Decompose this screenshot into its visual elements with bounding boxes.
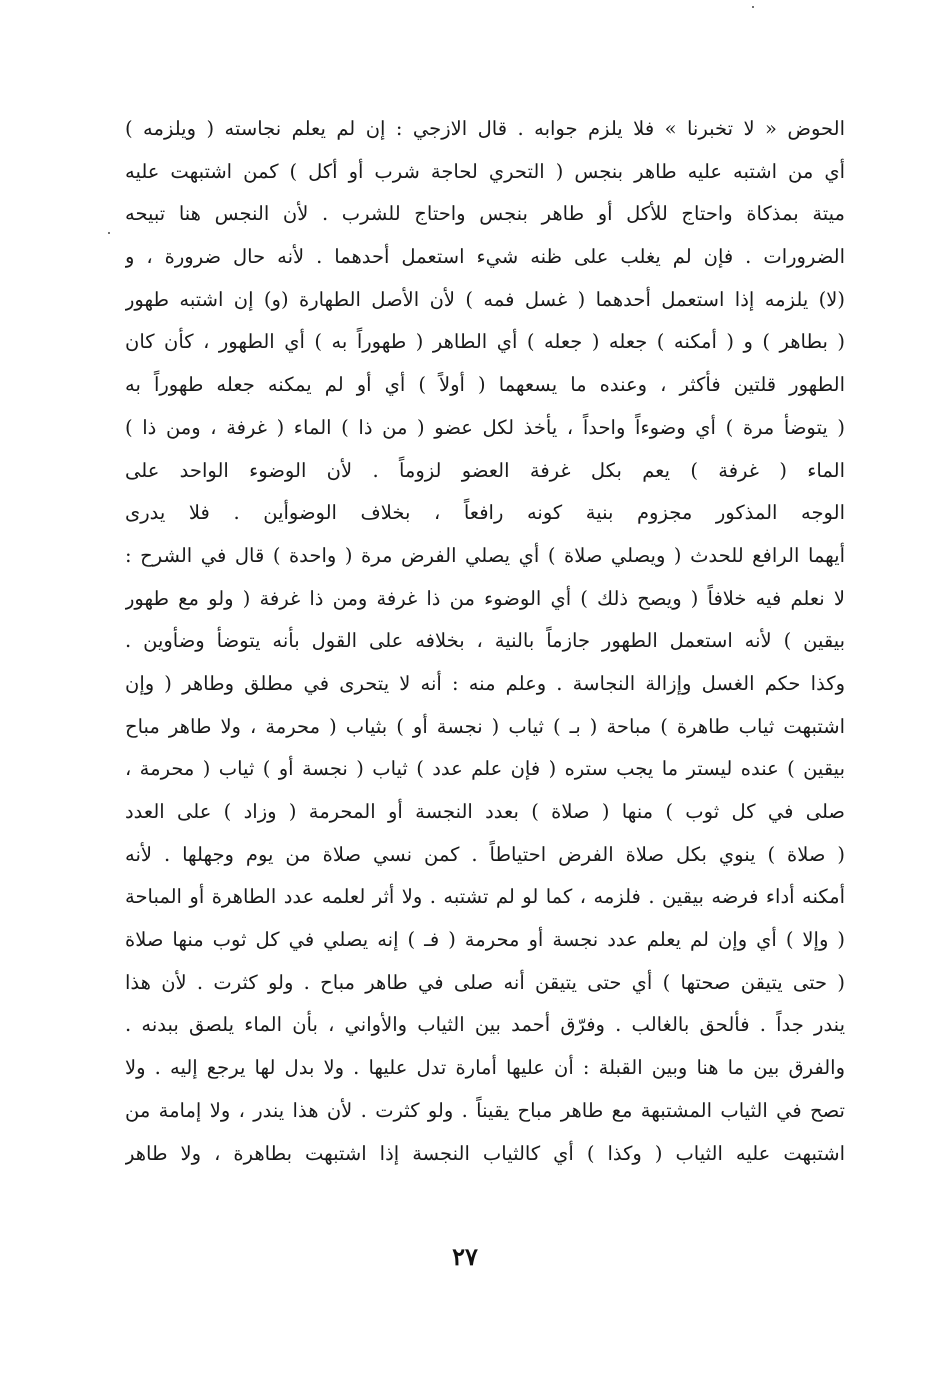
scan-speck (752, 6, 754, 8)
text-line-9: الماء ( غرفة ) يعم بكل غرفة العضو لزوماً . لأن الوضوء الواحد على (125, 458, 845, 482)
body-text (125, 108, 845, 1175)
text-line-24: تصح في الثياب المشتبهة مع طاهر مباح يقيناً . ولو كثرت . لأن هذا يندر ، ولا إمامة من (125, 1098, 845, 1122)
text-line-3: ميتة بمذكاة واحتاج للأكل أو طاهر بنجس واحتاج للشرب . لأن النجس هنا تبيحه (125, 202, 845, 226)
page-number: ٢٧ (452, 1242, 478, 1271)
text-line-15: اشتبهت ثياب طاهرة ) مباحة ( بـ ) ثياب ( نجسة أو ) بثياب ( محرمة ، ولا طاهر مباح (125, 714, 845, 738)
text-line-2: أي من اشتبه عليه طاهر بنجس ( التحري لحاجة شرب أو أكل ) كمن اشتبهت عليه (125, 159, 845, 183)
text-line-6: ( بطاهر ) و ( أمكنه ) جعله ( جعله ) أي الطاهر ( طهوراً به ) أي الطهور ، كأن كان (125, 330, 845, 354)
text-line-21: ( حتى يتيقن صحتها ) أي حتى يتيقن أنه صلى في طاهر مباح . ولو كثرت . لأن هذا (125, 970, 845, 994)
scan-speck (108, 232, 110, 234)
text-line-13: بيقين ) لأنه استعمل الطهور جازماً بالنية ، بخلافه على القول بأنه يتوضأ وضأوين . (125, 629, 845, 653)
text-line-12: لا نعلم فيه خلافاً ( ويصح ذلك ) أي الوضوء من ذا غرفة ومن ذا غرفة ( ولو مع طهور (125, 586, 845, 610)
text-line-10: الوجه المذكور مجزوم بنية كونه رافعاً ، بخلاف الوضوأين . فلا يدرى (125, 501, 845, 525)
text-line-22: يندر جداً . فألحق بالغالب . وفرّق أحمد بين الثياب والأواني ، بأن الماء يلصق ببدنه . (125, 1013, 845, 1037)
text-line-18: ( صلاة ) ينوي بكل صلاة الفرض احتياطاً . كمن نسي صلاة من يوم وجهلها . لأنه (125, 842, 845, 866)
text-line-5: (لا) يلزمه إذا استعمل أحدهما ( غسل فمه ) لأن الأصل الطهارة (و) إن اشتبه طهور (125, 287, 845, 311)
text-line-16: بيقين ) عنده ليستر ما يجب ستره ( فإن علم عدد ) ثياب ( نجسة أو ) ثياب ( محرمة ، (125, 757, 845, 781)
text-line-25: اشتبهت عليه الثياب ( وكذا ) أي كالثياب النجسة إذا اشتبهت بطاهرة ، ولا طاهر (125, 1141, 845, 1165)
text-line-19: أمكنه أداء فرضه بيقين . فلزمه ، كما لو لم تشتبه . ولا أثر لعلمه عدد الطاهرة أو المباحة (125, 885, 845, 909)
text-line-14: وكذا حكم الغسل وإزالة النجاسة . وعلم منه : أنه لا يتحرى في مطلق وطاهر ( وإن (125, 671, 845, 695)
text-line-8: ( يتوضأ مرة ) أي وضوءاً واحداً ، يأخذ لكل عضو ( من ذا ) الماء ( غرفة ، ومن ذا ) (125, 415, 845, 439)
text-line-17: صلى في كل ثوب ) منها ( صلاة ) بعدد النجسة أو المحرمة ( وزاد ) على العدد (125, 800, 845, 823)
text-line-1: الحوض « لا تخبرنا » فلا يلزم جوابه . قال الازجي : إن لم يعلم نجاسته ( ويلزمه ) (125, 117, 845, 140)
text-line-4: الضرورات . فإن لم يغلب على ظنه شيء استعمل أحدهما . لأنه حال ضرورة ، و (125, 245, 845, 269)
text-line-20: ( وإلا ) أي وإن لم يعلم عدد نجسة أو محرمة ( فـ ) إنه يصلي في كل ثوب منها صلاة (125, 928, 845, 952)
text-line-11: أيهما الرافع للحدث ( ويصلي صلاة ) أي يصلي الفرض مرة ( واحدة ) قال في الشرح : (125, 543, 845, 567)
text-line-7: الطهور قلتين فأكثر ، وعنده ما يسعهما ( أولاً ) أي أو لم يمكنه جعله طهوراً به (125, 373, 845, 397)
text-line-23: والفرق بين ما هنا وبين القبلة : أن عليها أمارة تدل عليها . ولا بدل لها يرجع إليه . ولا (125, 1056, 845, 1080)
